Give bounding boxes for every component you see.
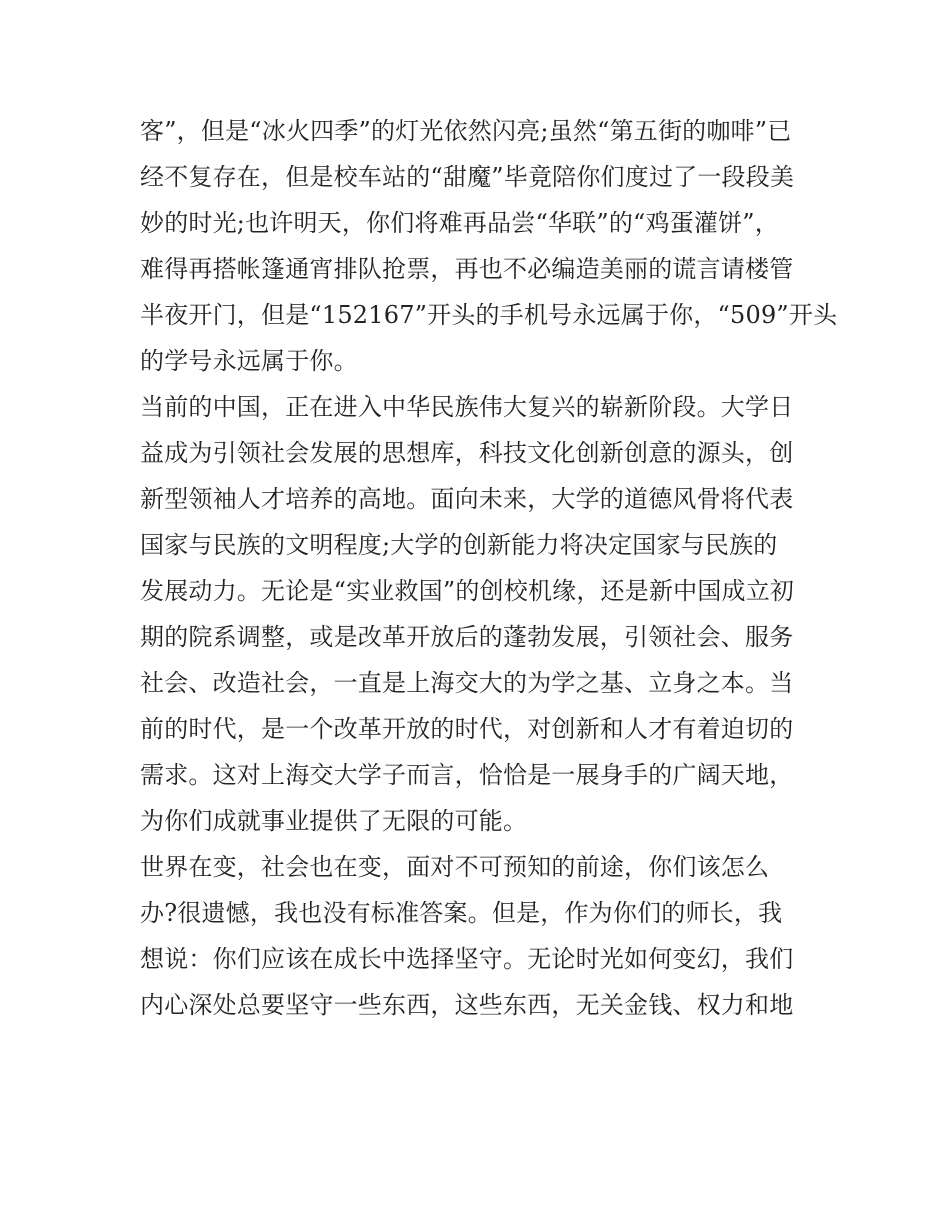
text-line: 想说：你们应该在成长中选择坚守。无论时光如何变幻，我们: [140, 945, 794, 973]
text-line: 半夜开门，但是“152167”开头的手机号永远属于你，“509”开头: [140, 301, 838, 329]
text-line: 难得再搭帐篷通宵排队抢票，再也不必编造美丽的谎言请楼管: [140, 255, 794, 283]
text-line: 客”，但是“冰火四季”的灯光依然闪亮;虽然“第五街的咖啡”已: [140, 117, 792, 145]
text-line: 社会、改造社会，一直是上海交大的为学之基、立身之本。当: [140, 669, 794, 697]
text-line: 的学号永远属于你。: [140, 347, 358, 375]
text-line: 益成为引领社会发展的思想库，科技文化创新创意的源头，创: [140, 439, 794, 467]
text-line: 妙的时光;也许明天，你们将难再品尝“华联”的“鸡蛋灌饼”，: [140, 209, 779, 237]
paragraph-1: [140, 108, 838, 384]
paragraph-2: [140, 384, 830, 844]
text-line: 发展动力。无论是“实业救国”的创校机缘，还是新中国成立初: [140, 577, 795, 605]
text-line: 经不复存在，但是校车站的“甜魔”毕竟陪你们度过了一段段美: [140, 163, 795, 191]
text-line: 当前的中国，正在进入中华民族伟大复兴的崭新阶段。大学日: [140, 393, 794, 421]
text-line: 世界在变，社会也在变，面对不可预知的前途，你们该怎么: [140, 853, 770, 881]
text-line: 新型领袖人才培养的高地。面向未来，大学的道德风骨将代表: [140, 485, 794, 513]
paragraph-3: [140, 844, 830, 1028]
text-line: 内心深处总要坚守一些东西，这些东西，无关金钱、权力和地: [140, 991, 794, 1019]
text-line: 期的院系调整，或是改革开放后的蓬勃发展，引领社会、服务: [140, 623, 794, 651]
text-line: 办?很遗憾，我也没有标准答案。但是，作为你们的师长，我: [140, 899, 783, 927]
text-line: 国家与民族的文明程度;大学的创新能力将决定国家与民族的: [140, 531, 778, 559]
text-line: 需求。这对上海交大学子而言，恰恰是一展身手的广阔天地，: [140, 761, 794, 789]
text-line: 为你们成就事业提供了无限的可能。: [140, 807, 528, 835]
document-page: [140, 108, 838, 1028]
text-line: 前的时代，是一个改革开放的时代，对创新和人才有着迫切的: [140, 715, 794, 743]
